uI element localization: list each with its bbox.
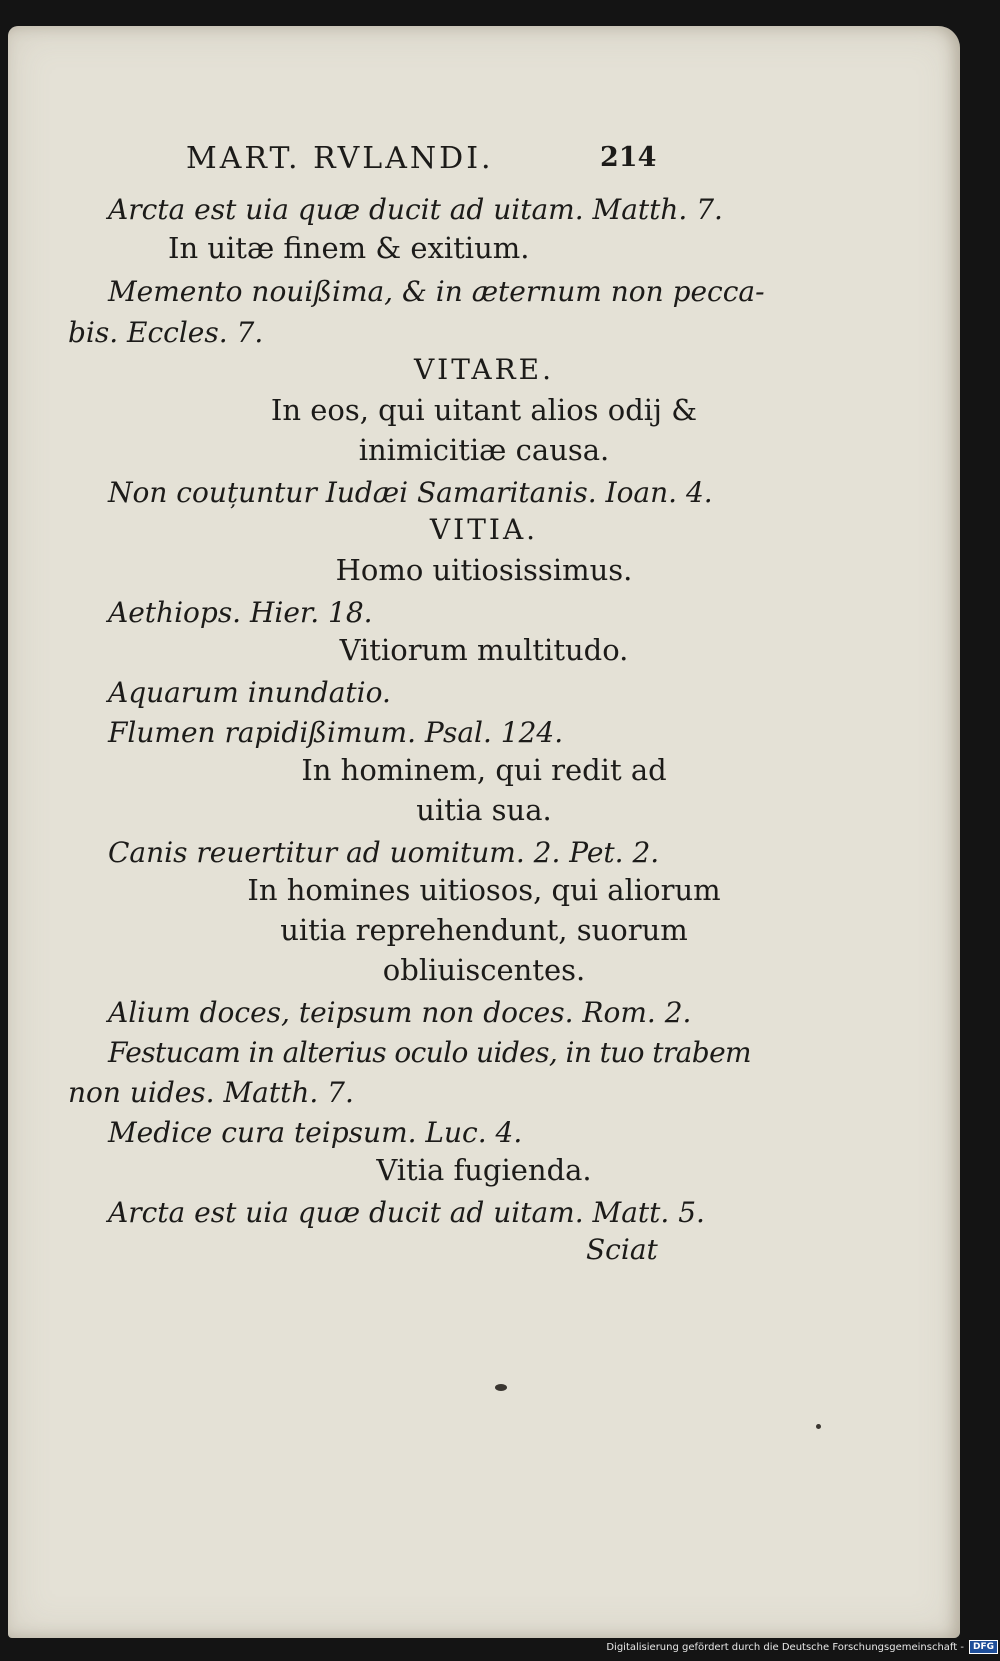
- text-line: Aquarum inundatio.: [108, 676, 391, 709]
- text-line: Arcta est uia quæ ducit ad uitam. Matt. 5.: [108, 1196, 705, 1229]
- text-line: Festucam in alterius oculo uides, in tuo trabem: [108, 1036, 751, 1069]
- catchword: Sciat: [586, 1233, 658, 1266]
- book-page: [8, 26, 960, 1638]
- text-line: In hominem, qui redit ad: [301, 753, 667, 787]
- text-line: Arcta est uia quæ ducit ad uitam. Matth. 7.: [108, 193, 723, 226]
- digitization-footer: [606, 1639, 998, 1655]
- page-number: 214: [600, 142, 657, 173]
- text-line: Alium doces, teipsum non doces. Rom. 2.: [108, 996, 692, 1029]
- ink-speck: [495, 1384, 507, 1391]
- text-line: Canis reuertitur ad uomitum. 2. Pet. 2.: [108, 836, 660, 869]
- running-head: MART. RVLANDI.: [186, 141, 494, 176]
- text-line: In eos, qui uitant alios odij &: [270, 393, 698, 427]
- text-line: inimicitiæ causa.: [358, 433, 610, 467]
- text-line: Aethiops. Hier. 18.: [108, 596, 373, 629]
- section-heading: VITIA.: [429, 513, 539, 546]
- text-line: uitia sua.: [416, 793, 552, 827]
- text-line: bis. Eccles. 7.: [68, 316, 264, 349]
- text-line: Vitia fugienda.: [376, 1153, 592, 1187]
- text-line: In homines uitiosos, qui aliorum: [247, 873, 721, 907]
- text-line: non uides. Matth. 7.: [68, 1076, 354, 1109]
- text-line: In uitæ finem & exitium.: [168, 231, 530, 265]
- text-line: obliuiscentes.: [382, 953, 586, 987]
- text-line: Memento nouißima, & in æternum non pecca-: [108, 275, 765, 308]
- footer-credit: Digitalisierung gefördert durch die Deutsche Forschungsgemeinschaft -: [606, 1641, 964, 1653]
- text-line: Non couțuntur Iudæi Samaritanis. Ioan. 4.: [108, 476, 713, 509]
- text-line: Medice cura teipsum. Luc. 4.: [108, 1116, 523, 1149]
- ink-speck: [816, 1424, 821, 1429]
- text-line: Flumen rapidißimum. Psal. 124.: [108, 716, 564, 749]
- section-heading: VITARE.: [413, 353, 555, 386]
- text-line: uitia reprehendunt, suorum: [280, 913, 688, 947]
- dfg-logo-icon: DFG: [969, 1640, 998, 1654]
- text-line: Vitiorum multitudo.: [339, 633, 629, 667]
- text-line: Homo uitiosissimus.: [335, 553, 633, 587]
